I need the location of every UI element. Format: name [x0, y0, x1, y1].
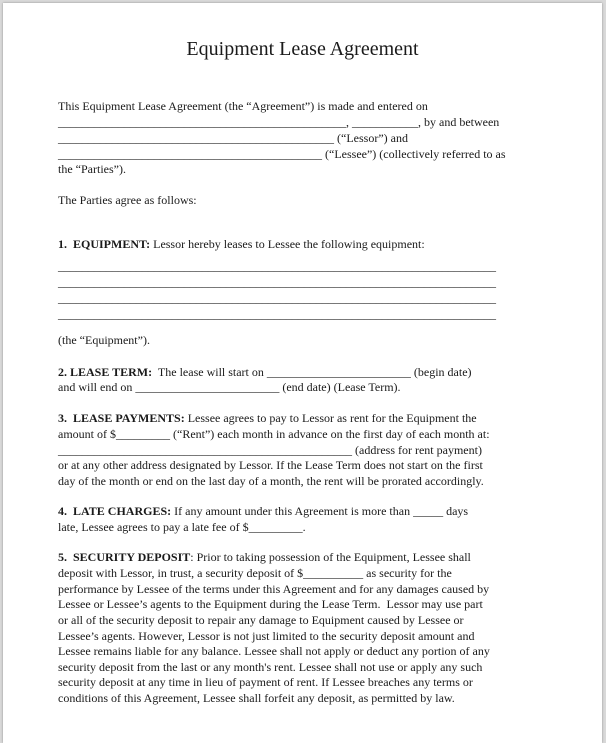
section-heading: 5. SECURITY DEPOSIT	[58, 550, 191, 564]
security-deposit-line: deposit with Lessor, in trust, a security deposit of $__________ as security for the	[58, 566, 452, 580]
section-security-deposit	[58, 550, 471, 566]
section-heading: 4. LATE CHARGES:	[58, 504, 172, 518]
security-deposit-line: Lessee’s agents. However, Lessor is not just limited to the security deposit amount and	[58, 629, 475, 643]
security-deposit-line: Lessee or Lessee’s agents to the Equipment during the Lease Term. Lessor may use part	[58, 597, 483, 611]
section-text: The lease will start on ________________________ (begin date)	[152, 365, 472, 379]
intro-line: ____________________________________________ (“Lessee”) (collectively referred to as	[58, 147, 506, 161]
equipment-blank: _________________________________________________________________________	[58, 307, 496, 321]
security-deposit-line: or all of the security deposit to repair any damage to Equipment caused by Lessee or	[58, 613, 464, 627]
section-heading: 3. LEASE PAYMENTS:	[58, 411, 185, 425]
section-late-charges	[58, 504, 468, 520]
section-text: : Prior to taking possession of the Equipment, Lessee shall	[190, 550, 471, 564]
security-deposit-line: conditions of this Agreement, Lessee shall forfeit any deposit, as permitted by law.	[58, 691, 455, 705]
section-heading: 2. LEASE TERM:	[58, 365, 153, 379]
equipment-end: (the “Equipment”).	[58, 333, 150, 347]
intro-line: the “Parties”).	[58, 162, 126, 176]
lease-term-line: and will end on ________________________ (end date) (Lease Term).	[58, 380, 401, 394]
equipment-blank: _________________________________________________________________________	[58, 259, 496, 273]
section-text: Lessor hereby leases to Lessee the following equipment:	[150, 237, 425, 251]
section-heading: 1. EQUIPMENT:	[58, 237, 151, 251]
equipment-blank: _________________________________________________________________________	[58, 275, 496, 289]
section-equipment	[58, 237, 425, 253]
document-page	[3, 3, 602, 743]
security-deposit-line: security deposit at any time in lieu of payment of rent. If Lessee breaches any terms or	[58, 675, 473, 689]
intro-line: ______________________________________________ (“Lessor”) and	[58, 131, 408, 145]
security-deposit-line: performance by Lessee of the terms under this Agreement and for any damages caused by	[58, 582, 490, 596]
lease-payments-line: or at any other address designated by Lessor. If the Lease Term does not start on the first	[58, 458, 483, 472]
parties-agree: The Parties agree as follows:	[58, 193, 197, 207]
equipment-blank: _________________________________________________________________________	[58, 291, 496, 305]
lease-payments-line: amount of $_________ (“Rent”) each month in advance on the first day of each month at:	[58, 427, 490, 441]
security-deposit-line: Lessee remains liable for any balance. Lessee shall not apply or deduct any portion of any	[58, 644, 490, 658]
section-lease-payments	[58, 411, 477, 427]
intro-line: ________________________________________________, ___________, by and between	[58, 115, 500, 129]
late-charges-line: late, Lessee agrees to pay a late fee of $_________.	[58, 520, 306, 534]
section-lease-term	[58, 365, 472, 381]
lease-payments-line: _________________________________________________ (address for rent payment)	[58, 443, 482, 457]
security-deposit-line: security deposit from the last or any month's rent. Lessee shall not use or apply any such	[58, 660, 483, 674]
document-title: Equipment Lease Agreement	[186, 38, 419, 60]
intro-line: This Equipment Lease Agreement (the “Agreement”) is made and entered on	[58, 99, 428, 113]
section-text: If any amount under this Agreement is more than _____ days	[171, 504, 469, 518]
section-text: Lessee agrees to pay to Lessor as rent for the Equipment the	[184, 411, 477, 425]
lease-payments-line: day of the month or end on the last day of a month, the rent will be prorated accordingly.	[58, 474, 484, 488]
